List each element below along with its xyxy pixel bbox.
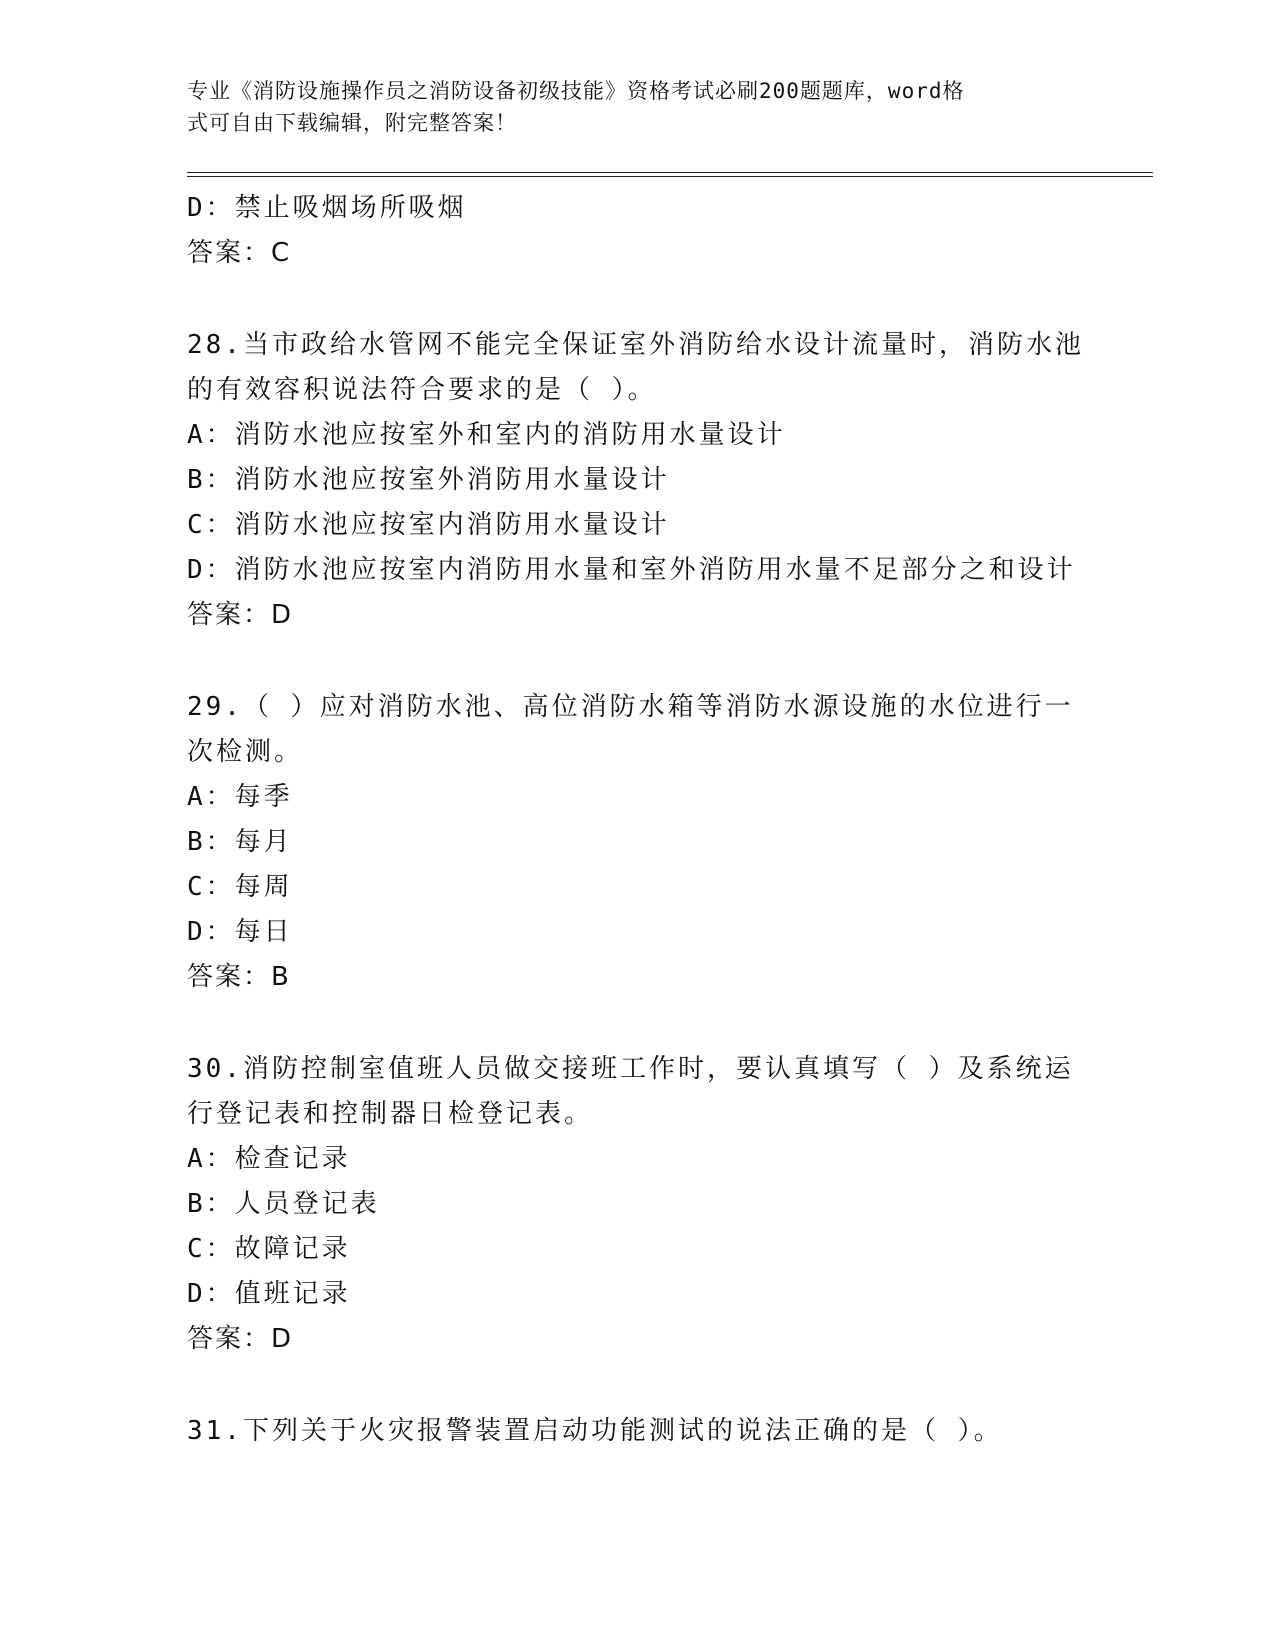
question-29 xyxy=(187,685,1087,1000)
question-28 xyxy=(187,323,1087,638)
option-b: B：人员登记表 xyxy=(187,1189,380,1219)
question-text-cont: 行登记表和控制器日检登记表。 xyxy=(187,1099,594,1129)
option-b: B：消防水池应按室外消防用水量设计 xyxy=(187,465,670,495)
answer: 答案：D xyxy=(187,1324,294,1354)
question-text: 30.消防控制室值班人员做交接班工作时，要认真填写（ ）及系统运 xyxy=(187,1054,1074,1084)
answer: 答案：D xyxy=(187,600,294,630)
header-line-2: 式可自由下载编辑，附完整答案！ xyxy=(187,111,517,135)
spacer xyxy=(187,1000,1087,1047)
option-c: C：故障记录 xyxy=(187,1234,351,1264)
option-b: B：每月 xyxy=(187,827,293,857)
page-content xyxy=(187,186,1087,1454)
header-line-1: 专业《消防设施操作员之消防设备初级技能》资格考试必刷200题题库，word格 xyxy=(187,79,965,103)
option-d: D：消防水池应按室内消防用水量和室外消防用水量不足部分之和设计 xyxy=(187,555,1076,585)
header-rule-top xyxy=(187,172,1153,173)
question-text-cont: 的有效容积说法符合要求的是（ ）。 xyxy=(187,375,657,405)
option-c: C：每周 xyxy=(187,872,293,902)
option-d: D：每日 xyxy=(187,917,293,947)
spacer xyxy=(187,638,1087,685)
prev-option-d: D：禁止吸烟场所吸烟 xyxy=(187,193,467,223)
page-header xyxy=(187,75,1067,139)
prev-answer: 答案：C xyxy=(187,238,292,268)
question-text: 28.当市政给水管网不能完全保证室外消防给水设计流量时，消防水池 xyxy=(187,330,1084,360)
answer: 答案：B xyxy=(187,962,291,992)
option-a: A：检查记录 xyxy=(187,1144,351,1174)
option-d: D：值班记录 xyxy=(187,1279,351,1309)
question-text: 31.下列关于火灾报警装置启动功能测试的说法正确的是（ ）。 xyxy=(187,1416,1003,1446)
question-text-cont: 次检测。 xyxy=(187,737,304,767)
question-31 xyxy=(187,1409,1087,1454)
spacer xyxy=(187,1362,1087,1409)
question-text: 29.（ ）应对消防水池、高位消防水箱等消防水源设施的水位进行一 xyxy=(187,692,1074,722)
option-a: A：消防水池应按室外和室内的消防用水量设计 xyxy=(187,420,786,450)
spacer xyxy=(187,276,1087,323)
option-c: C：消防水池应按室内消防用水量设计 xyxy=(187,510,670,540)
option-a: A：每季 xyxy=(187,782,293,812)
header-rule-bottom xyxy=(187,176,1153,177)
question-30 xyxy=(187,1047,1087,1362)
